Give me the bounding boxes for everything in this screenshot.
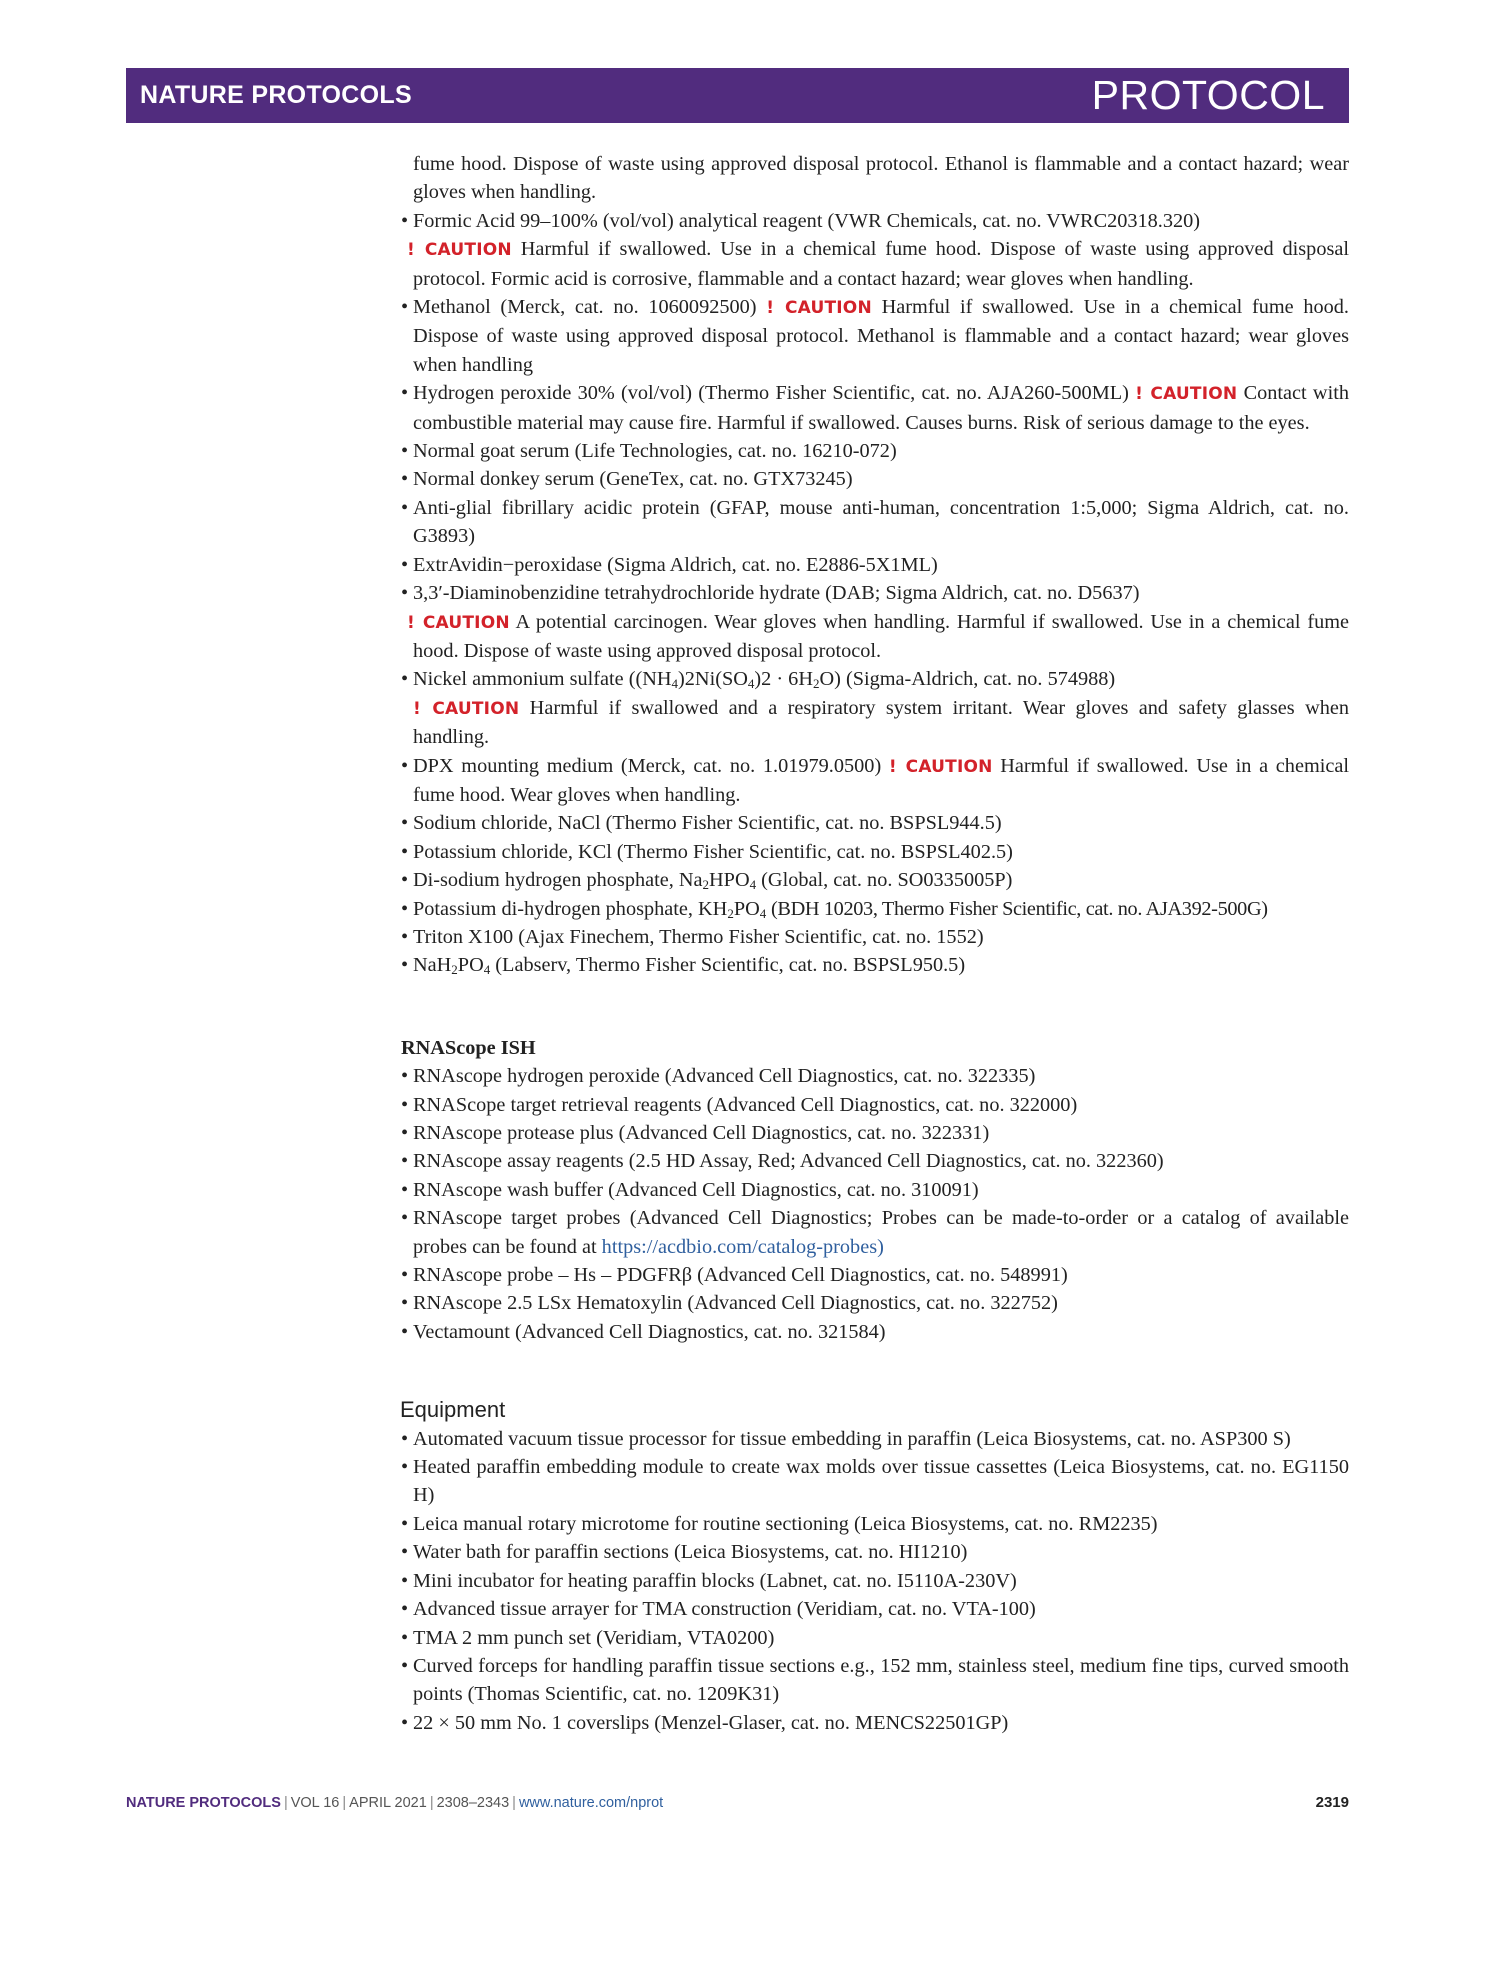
list-item-donkey-serum: • Normal donkey serum (GeneTex, cat. no. GTX73245) xyxy=(401,465,1349,493)
list-item: • Vectamount (Advanced Cell Diagnostics, cat. no. 321584) xyxy=(401,1318,1349,1346)
list-item-gfap: • Anti-glial fibrillary acidic protein (GFAP, mouse anti-human, concentration 1:5,000; Sigma Aldrich, cat. no. G3893) xyxy=(401,494,1349,551)
item-text-post: (BDH 10203, Thermo Fisher Scientific, cat. no. AJA392-500G) xyxy=(766,897,1268,920)
section-heading-equipment: Equipment xyxy=(400,1397,506,1423)
subscript: 4 xyxy=(483,962,491,978)
item-text: 3,3′-Diaminobenzidine tetrahydrochloride hydrate (DAB; Sigma Aldrich, cat. no. D5637) xyxy=(413,582,1140,605)
item-text-mid: )2Ni(SO xyxy=(678,668,748,691)
list-item: • Automated vacuum tissue processor for tissue embedding in paraffin (Leica Biosystems, cat. no. ASP300 S) xyxy=(401,1425,1349,1453)
caution-label: ! CAUTION xyxy=(888,756,993,777)
caution-label: ! CAUTION xyxy=(407,612,510,633)
list-item: • Water bath for paraffin sections (Leica Biosystems, cat. no. HI1210) xyxy=(401,1538,1349,1566)
list-item-triton: • Triton X100 (Ajax Finechem, Thermo Fisher Scientific, cat. no. 1552) xyxy=(401,923,1349,951)
caution-text: Harmful if swallowed. Use in a chemical fume hood. Wear gloves when handling. xyxy=(413,754,1349,806)
subscript: 2 xyxy=(702,877,710,893)
list-item: • RNAScope target retrieval reagents (Advanced Cell Diagnostics, cat. no. 322000) xyxy=(401,1091,1349,1119)
section-heading-rnascope: RNAScope ISH xyxy=(401,1036,536,1059)
list-item-formic-acid xyxy=(401,207,1349,293)
page-number: 2319 xyxy=(1315,1794,1349,1811)
list-item-extravidin: • ExtrAvidin−peroxidase (Sigma Aldrich, cat. no. E2886-5X1ML) xyxy=(401,551,1349,579)
footer-url-link[interactable]: www.nature.com/nprot xyxy=(518,1794,664,1811)
subscript: 4 xyxy=(671,676,679,692)
list-item: • Leica manual rotary microtome for routine sectioning (Leica Biosystems, cat. no. RM2235) xyxy=(401,1510,1349,1538)
footer-pages: 2308–2343 xyxy=(436,1794,510,1811)
list-item: • RNAscope wash buffer (Advanced Cell Diagnostics, cat. no. 310091) xyxy=(401,1176,1349,1204)
list-item-kh2po4 xyxy=(401,895,1349,923)
journal-name: NATURE PROTOCOLS xyxy=(140,81,412,109)
continued-text: fume hood. Dispose of waste using approved disposal protocol. Ethanol is flammable and a contact hazard; wear gloves when handling. xyxy=(413,153,1349,204)
list-item-target-probes xyxy=(401,1204,1349,1261)
list-item-methanol xyxy=(401,293,1349,379)
list-item-nacl: • Sodium chloride, NaCl (Thermo Fisher Scientific, cat. no. BSPSL944.5) xyxy=(401,809,1349,837)
list-item: • TMA 2 mm punch set (Veridiam, VTA0200) xyxy=(401,1624,1349,1652)
list-item: • RNAscope assay reagents (2.5 HD Assay, Red; Advanced Cell Diagnostics, cat. no. 322360) xyxy=(401,1147,1349,1175)
list-item-goat-serum: • Normal goat serum (Life Technologies, cat. no. 16210-072) xyxy=(401,437,1349,465)
caution-label: ! CAUTION xyxy=(407,240,512,261)
item-text-mid: PO xyxy=(457,954,484,977)
item-text-pre: Nickel ammonium sulfate ((NH xyxy=(413,668,672,691)
list-item-kcl: • Potassium chloride, KCl (Thermo Fisher Scientific, cat. no. BSPSL402.5) xyxy=(401,838,1349,866)
footer-citation: NATURE PROTOCOLS | VOL 16 | APRIL 2021 | 2308–2343 | www.nature.com/nprot xyxy=(126,1794,664,1811)
list-item: • Mini incubator for heating paraffin blocks (Labnet, cat. no. I5110A-230V) xyxy=(401,1567,1349,1595)
item-text: Formic Acid 99–100% (vol/vol) analytical reagent (VWR Chemicals, cat. no. VWRC20318.320) xyxy=(413,209,1201,232)
journal-header-bar xyxy=(126,68,1349,123)
subscript: 2 xyxy=(727,905,734,921)
list-item-na2hpo4 xyxy=(401,866,1349,894)
list-item: • RNAscope protease plus (Advanced Cell Diagnostics, cat. no. 322331) xyxy=(401,1119,1349,1147)
subscript: 4 xyxy=(749,877,757,893)
subscript: 2 xyxy=(812,676,820,692)
item-text-mid: PO xyxy=(733,897,760,920)
list-item-dab xyxy=(401,579,1349,665)
item-text: DPX mounting medium (Merck, cat. no. 1.01979.0500) xyxy=(413,754,882,777)
caution-text: Harmful if swallowed. Use in a chemical fume hood. Dispose of waste using approved disposal protocol. Methanol is flammable and a contact hazard; wear gloves when handling xyxy=(413,296,1349,376)
footer-journal: NATURE PROTOCOLS xyxy=(126,1794,281,1811)
item-text-post: (Global, cat. no. SO0335005P) xyxy=(756,869,1013,892)
caution-text: A potential carcinogen. Wear gloves when handling. Harmful if swallowed. Use in a chemical fume hood. Dispose of waste using approved disposal protocol. xyxy=(413,610,1349,662)
item-text-pre: Di-sodium hydrogen phosphate, Na xyxy=(413,869,703,892)
item-text-mid: HPO xyxy=(709,869,750,892)
caution-label: ! CAUTION xyxy=(1135,384,1238,405)
list-item-nah2po4 xyxy=(401,951,1349,979)
caution-text: Harmful if swallowed. Use in a chemical fume hood. Dispose of waste using approved disposal protocol. Formic acid is corrosive, flammable and a contact hazard; wear gloves when handling. xyxy=(413,238,1349,290)
list-item: • 22 × 50 mm No. 1 coverslips (Menzel-Glaser, cat. no. MENCS22501GP) xyxy=(401,1709,1349,1737)
caution-text: Harmful if swallowed and a respiratory system irritant. Wear gloves and safety glasses when handling. xyxy=(413,696,1349,749)
subscript: 4 xyxy=(759,905,767,921)
item-text-pre: Potassium di-hydrogen phosphate, KH xyxy=(413,897,728,920)
footer-volume: VOL 16 xyxy=(290,1794,340,1811)
footer-date: APRIL 2021 xyxy=(349,1794,427,1811)
catalog-probes-link[interactable]: https://acdbio.com/catalog-probes) xyxy=(601,1235,884,1258)
page-footer xyxy=(126,1794,1349,1811)
subscript: 2 xyxy=(451,962,458,978)
caution-label: ! CAUTION xyxy=(413,698,520,719)
list-item: • RNAscope probe – Hs – PDGFRβ (Advanced Cell Diagnostics, cat. no. 548991) xyxy=(401,1261,1349,1289)
subscript: 4 xyxy=(747,676,755,692)
list-item: • Heated paraffin embedding module to create wax molds over tissue cassettes (Leica Biosystems, cat. no. EG1150 H) xyxy=(401,1453,1349,1510)
list-item: • Curved forceps for handling paraffin tissue sections e.g., 152 mm, stainless steel, medium fine tips, curved smooth points (Thomas Scientific, cat. no. 1209K31) xyxy=(401,1652,1349,1709)
main-content xyxy=(401,150,1349,1737)
list-item: • Advanced tissue arrayer for TMA construction (Veridiam, cat. no. VTA-100) xyxy=(401,1595,1349,1623)
caution-text: Contact with combustible material may cause fire. Harmful if swallowed. Causes burns. Risk of serious damage to the eyes. xyxy=(413,382,1349,434)
item-text: Methanol (Merck, cat. no. 1060092500) xyxy=(413,296,757,319)
item-text-post: O) (Sigma-Aldrich, cat. no. 574988) xyxy=(819,668,1116,691)
item-text: Hydrogen peroxide 30% (vol/vol) (Thermo Fisher Scientific, cat. no. AJA260-500ML) xyxy=(413,382,1129,405)
list-item: • RNAscope hydrogen peroxide (Advanced Cell Diagnostics, cat. no. 322335) xyxy=(401,1062,1349,1090)
item-text: RNAscope target probes (Advanced Cell Diagnostics; Probes can be made-to-order or a catalog of available probes can be found at xyxy=(413,1207,1349,1258)
list-item-nickel xyxy=(401,665,1349,751)
caution-label: ! CAUTION xyxy=(766,298,872,319)
item-text-pre: NaH xyxy=(413,954,452,977)
item-text-post: (Labserv, Thermo Fisher Scientific, cat. no. BSPSL950.5) xyxy=(490,954,966,977)
list-item-hydrogen-peroxide xyxy=(401,379,1349,437)
article-type: PROTOCOL xyxy=(1091,72,1325,118)
item-text-mid2: )2 · 6H xyxy=(754,668,813,691)
list-item-dpx xyxy=(401,752,1349,810)
list-item: • RNAscope 2.5 LSx Hematoxylin (Advanced Cell Diagnostics, cat. no. 322752) xyxy=(401,1289,1349,1317)
